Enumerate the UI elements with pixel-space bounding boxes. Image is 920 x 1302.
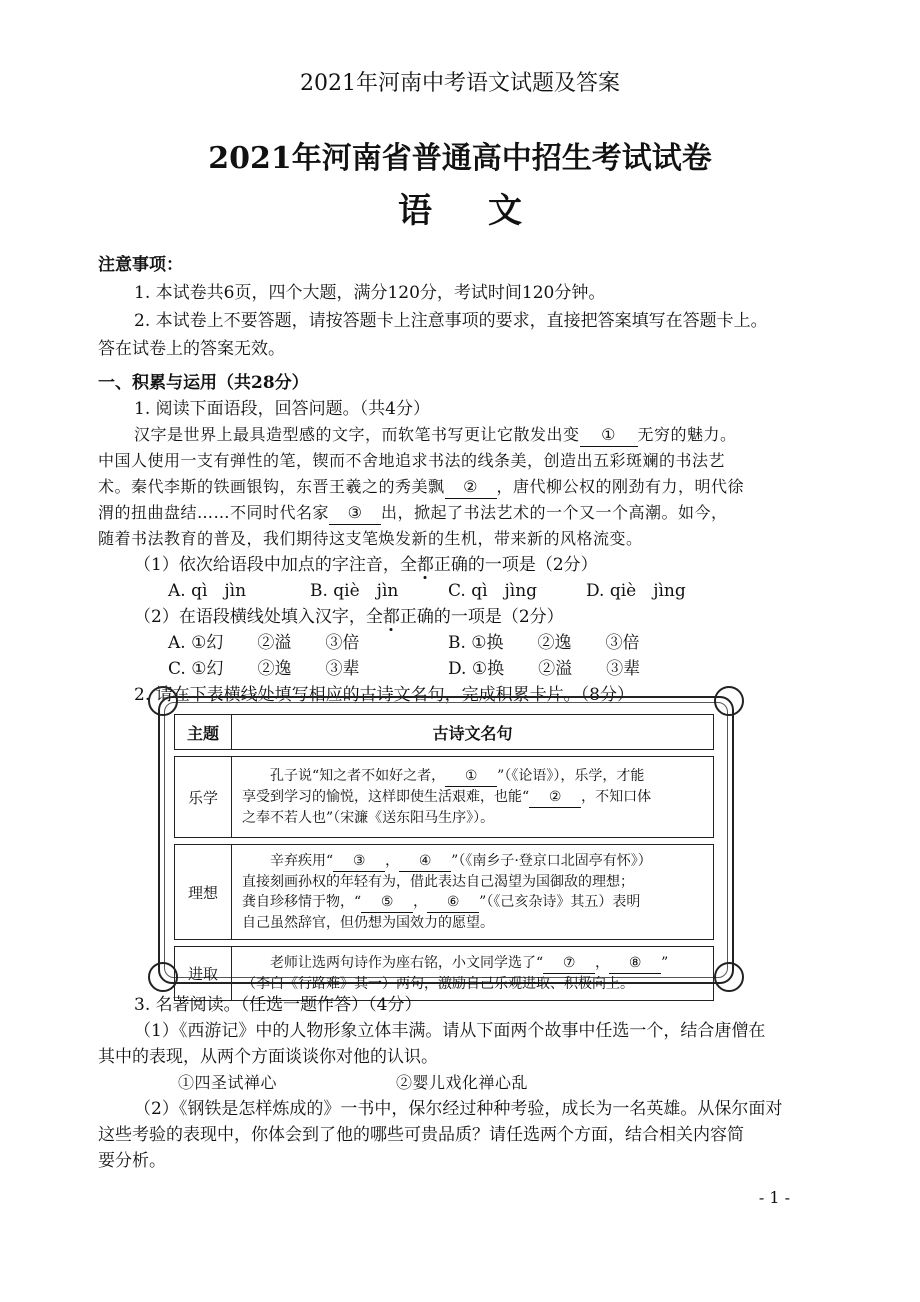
content-text: 龚自珍移情于物，“ <box>242 894 362 910</box>
passage-text: ，唐代柳公权的刚劲有力，明代徐 <box>496 477 745 496</box>
content-text: ”（《己亥杂诗》其五）表明 <box>479 894 641 910</box>
stem-text: 确的一项是（2分） <box>416 607 564 627</box>
content-line <box>242 787 703 808</box>
accumulation-card-table <box>174 714 714 1001</box>
card-corner-ornament <box>148 686 178 716</box>
row-theme: 理想 <box>175 845 232 940</box>
q1-sub2-option-d: D. ①换 ②溢 ③辈 <box>448 659 641 679</box>
q1-sub2-option-a: A. ①幻 ②溢 ③倍 <box>168 633 360 653</box>
content-text: ，不知口体 <box>581 789 652 805</box>
passage-text: 汉字是世界上最具造型感的文字，而软笔书写更让它散发出变 <box>134 425 580 444</box>
content-text: ， <box>385 853 400 869</box>
q3-stem: 3. 名著阅读。（任选一题作答）（4分） <box>134 995 422 1015</box>
row-content <box>232 947 714 1001</box>
blank-8: ⑧ <box>609 953 661 974</box>
table-row <box>175 845 714 940</box>
q1-sub1-option-b: B. qiè jìn <box>310 581 399 601</box>
blank-4: ④ <box>399 851 451 872</box>
dotted-text: 全都正 <box>399 555 451 575</box>
stem-text: 确的一项是（2分） <box>450 555 598 575</box>
content-line <box>242 851 703 872</box>
q3-story-1: ①四圣试禅心 <box>178 1073 278 1092</box>
notice-item-2-cont: 答在试卷上的答案无效。 <box>98 339 285 359</box>
blank-5: ⑤ <box>361 892 413 913</box>
blank-3: ③ <box>333 851 385 872</box>
passage-line-2: 中国人使用一支有弹性的笔，锲而不舍地追求书法的线条美，创造出五彩斑斓的书法艺 <box>98 451 726 470</box>
passage-text: 无穷的魅力。 <box>637 425 737 444</box>
q3-story-2: ②婴儿戏化禅心乱 <box>396 1073 529 1092</box>
passage-text: 出，掀起了书法艺术的一个又一个高潮。如今， <box>381 503 728 522</box>
q1-sub1-option-d: D. qiè jìng <box>586 581 686 601</box>
q1-sub2-option-c: C. ①幻 ②逸 ③辈 <box>168 659 360 679</box>
row-content <box>232 845 714 940</box>
section-heading: 一、积累与运用（共28分） <box>98 373 309 393</box>
content-text: ”（《南乡子·登京口北固亭有怀》） <box>451 853 652 869</box>
row-content <box>232 757 714 838</box>
blank-2: ② <box>529 787 581 808</box>
exam-title: 2021年河南省普通高中招生考试试卷 <box>208 141 712 176</box>
content-text: ”（《论语》），乐学，才能 <box>497 768 645 784</box>
content-text: 辛弃疾用“ <box>270 853 334 869</box>
blank-1: ① <box>445 766 497 787</box>
q1-stem: 1. 阅读下面语段，回答问题。（共4分） <box>134 399 430 419</box>
passage-line-4 <box>98 502 728 525</box>
row-theme: 乐学 <box>175 757 232 838</box>
content-text: ， <box>595 955 610 971</box>
table-row <box>175 757 714 838</box>
q3-sub2-line-1: （2）《钢铁是怎样炼成的》一书中，保尔经过种种考验，成长为一名英雄。从保尔面对 <box>134 1099 783 1119</box>
dotted-text: 全都正 <box>365 607 417 627</box>
q1-sub2-option-b: B. ①换 ②逸 ③倍 <box>448 633 640 653</box>
passage-line-3 <box>98 476 744 499</box>
q3-sub1-line-1: （1）《西游记》中的人物形象立体丰满。请从下面两个故事中任选一个，结合唐僧在 <box>134 1021 766 1041</box>
blank-1: ① <box>580 424 638 447</box>
card-corner-ornament <box>714 686 744 716</box>
stem-text: （2）在语段横线处填入汉字， <box>134 607 366 627</box>
q1-sub1-option-a: A. qì jìn <box>168 581 247 601</box>
stem-text: （1）依次给语段中加点的字注音， <box>134 555 400 575</box>
row-theme: 进取 <box>175 947 232 1001</box>
document-title: 2021年河南中考语文试题及答案 <box>300 71 620 96</box>
passage-line-5: 随着书法教育的普及，我们期待这支笔焕发新的生机，带来新的风格流变。 <box>98 529 643 548</box>
blank-7: ⑦ <box>543 953 595 974</box>
card-header-row <box>175 715 714 750</box>
content-text: 享受到学习的愉悦，这样即使生活艰难，也能“ <box>242 789 530 805</box>
content-text: ， <box>413 894 428 910</box>
content-line: （李白《行路难》其一）两句，激励自己乐观进取、积极向上。 <box>242 976 634 992</box>
col-header-theme: 主题 <box>175 715 232 750</box>
passage-text: 术。秦代李斯的铁画银钩，东晋王羲之的秀美飘 <box>98 477 445 496</box>
content-text: 老师让选两句诗作为座右铭，小文同学选了“ <box>270 955 544 971</box>
q1-sub1-option-c: C. qì jìng <box>448 581 538 601</box>
blank-3: ③ <box>329 502 381 525</box>
content-text: 孔子说“知之者不如好之者， <box>270 768 446 784</box>
q1-sub2-stem <box>134 606 564 628</box>
subject-title: 语文 <box>398 191 578 231</box>
content-line <box>242 953 703 974</box>
blank-2: ② <box>445 476 497 499</box>
q3-sub2-line-3: 要分析。 <box>98 1151 166 1171</box>
content-line <box>242 892 703 913</box>
table-row <box>175 947 714 1001</box>
q3-sub1-line-2: 其中的表现，从两个方面谈谈你对他的认识。 <box>98 1047 438 1067</box>
q2-stem: 2. 请在下表横线处填写相应的古诗文名句，完成积累卡片。（8分） <box>134 685 634 705</box>
blank-6: ⑥ <box>427 892 479 913</box>
content-line <box>242 766 703 787</box>
passage-text: 渭的扭曲盘结……不同时代名家 <box>98 503 330 522</box>
card-corner-ornament <box>714 962 744 992</box>
col-header-content: 古诗文名句 <box>232 715 714 750</box>
notice-item-2: 2. 本试卷上不要答题，请按答题卡上注意事项的要求，直接把答案填写在答题卡上。 <box>134 311 768 331</box>
q3-sub2-line-2: 这些考验的表现中，你体会到了他的哪些可贵品质？请任选两个方面，结合相关内容简 <box>98 1125 744 1145</box>
q1-sub1-stem <box>134 554 598 576</box>
notice-heading: 注意事项： <box>98 255 183 275</box>
content-text: ” <box>661 955 669 971</box>
page-number: - 1 - <box>758 1188 790 1207</box>
content-line: 之奉不若人也”（宋濂《送东阳马生序》）。 <box>242 810 495 826</box>
notice-item-1: 1. 本试卷共6页，四个大题，满分120分，考试时间120分钟。 <box>134 283 606 303</box>
content-line: 直接刻画孙权的年轻有为，借此表达自己渴望为国御敌的理想； <box>242 874 634 890</box>
content-line: 自己虽然辞官，但仍想为国效力的愿望。 <box>242 915 494 931</box>
passage-line-1 <box>134 424 737 447</box>
